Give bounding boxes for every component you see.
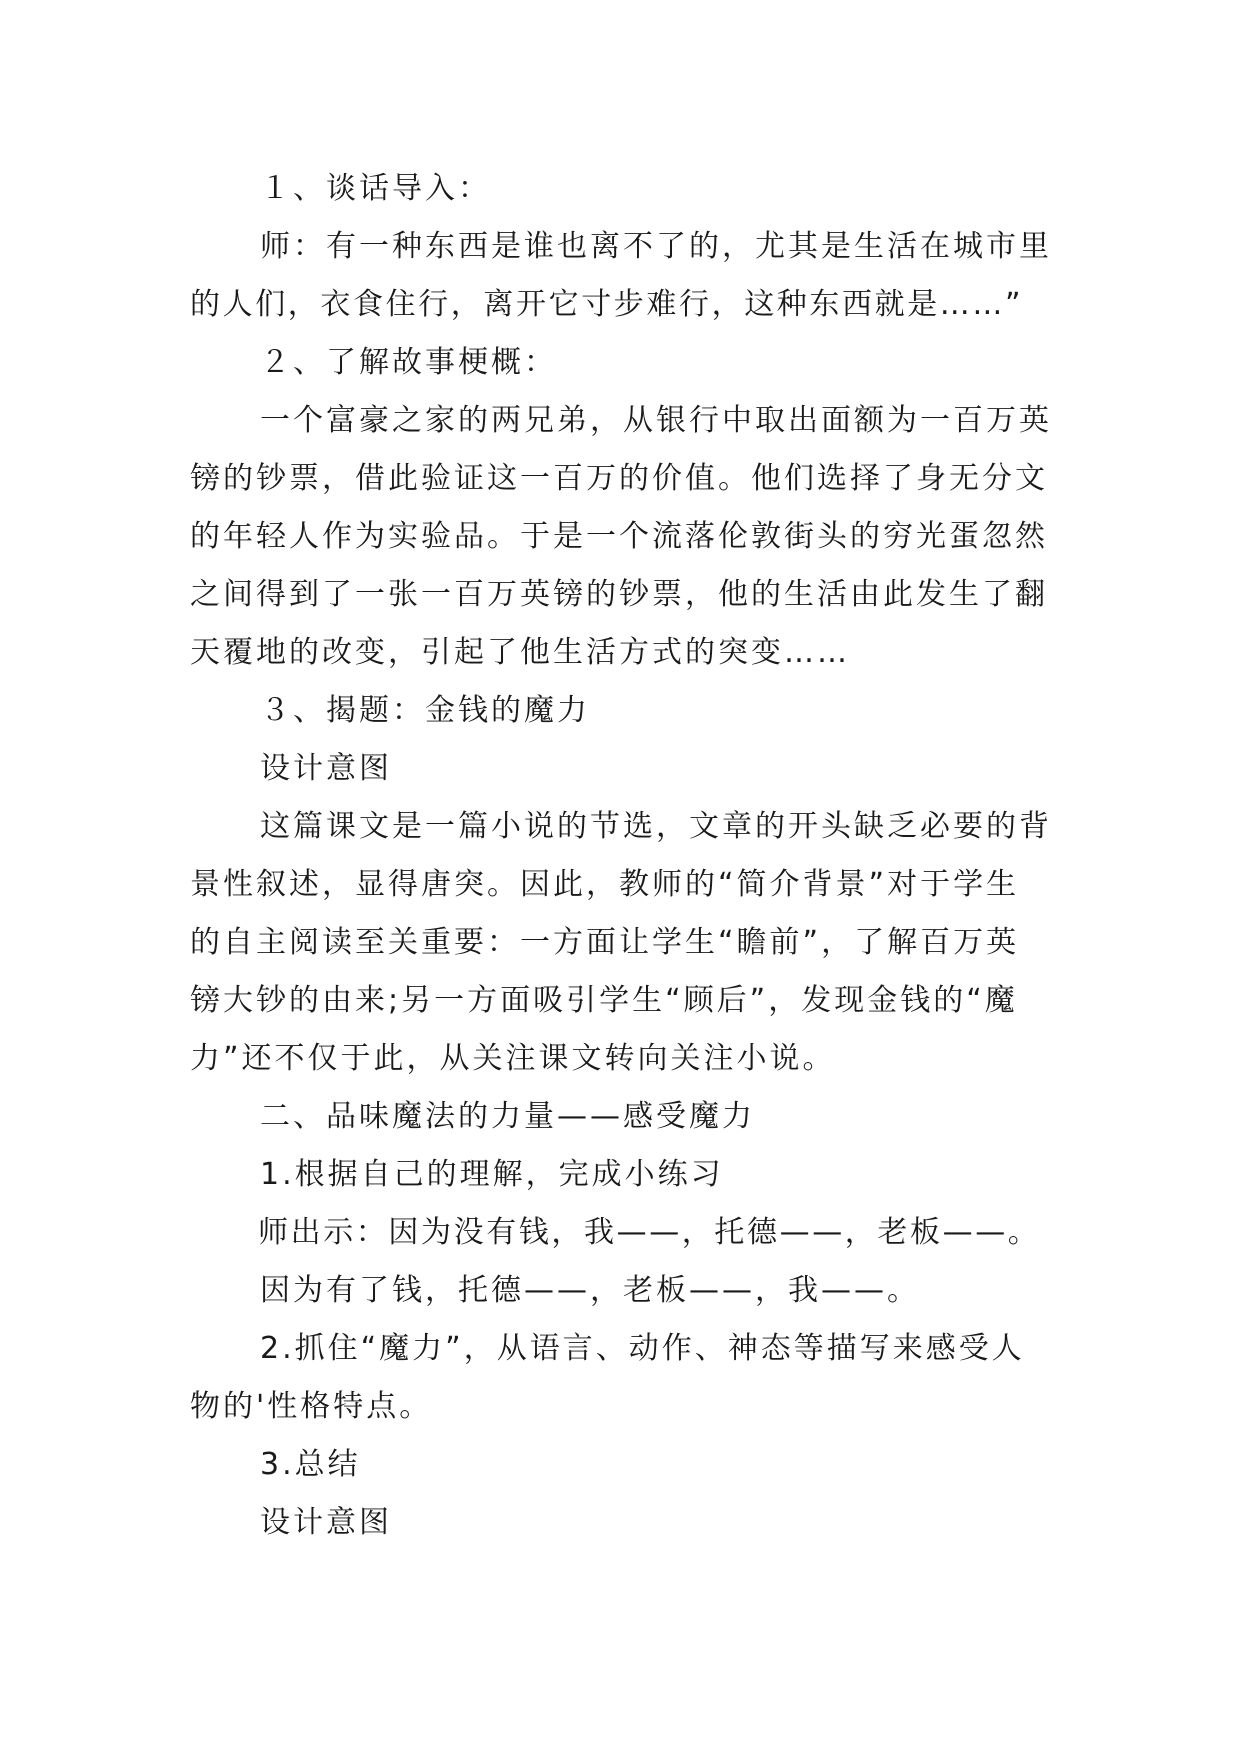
paragraph-line: 的自主阅读至关重要：一方面让学生“瞻前”，了解百万英 [190, 925, 1020, 960]
paragraph-line: 镑的钞票，借此验证这一百万的价值。他们选择了身无分文 [190, 461, 1048, 496]
section-heading-topic: ３、揭题：金钱的魔力 [260, 693, 590, 728]
paragraph-line: 的人们，衣食住行，离开它寸步难行，这种东西就是……” [190, 287, 1024, 322]
document-body [190, 160, 1070, 1552]
paragraph-line: 天覆地的改变，引起了他生活方式的突变…… [190, 635, 850, 670]
section-heading-intro: １、谈话导入： [260, 171, 491, 206]
paragraph-line: 因为有了钱，托德——，老板——，我——。 [260, 1273, 920, 1308]
section-heading-story: ２、了解故事梗概： [260, 345, 557, 380]
paragraph-line: 镑大钞的由来;另一方面吸引学生“顾后”，发现金钱的“魔 [190, 983, 1018, 1018]
paragraph-line: 物的'性格特点。 [190, 1389, 433, 1424]
paragraph-line: 这篇课文是一篇小说的节选，文章的开头缺乏必要的背 [260, 809, 1052, 844]
paragraph-line: 景性叙述，显得唐突。因此，教师的“简介背景”对于学生 [190, 867, 1020, 902]
list-item: 2.抓住“魔力”，从语言、动作、神态等描写来感受人 [260, 1331, 1025, 1366]
paragraph-line: 师出示：因为没有钱，我——，托德——，老板——。 [258, 1215, 1041, 1250]
paragraph-line: 之间得到了一张一百万英镑的钞票，他的生活由此发生了翻 [190, 577, 1048, 612]
paragraph-line: 的年轻人作为实验品。于是一个流落伦敦街头的穷光蛋忽然 [190, 519, 1048, 554]
paragraph-line: 力”还不仅于此，从关注课文转向关注小说。 [190, 1041, 836, 1076]
design-intent-heading: 设计意图 [260, 751, 392, 786]
design-intent-heading: 设计意图 [260, 1505, 392, 1540]
list-item: 3.总结 [260, 1447, 361, 1482]
list-item: 1.根据自己的理解，完成小练习 [260, 1157, 724, 1192]
paragraph-line: 师：有一种东西是谁也离不了的，尤其是生活在城市里 [260, 229, 1052, 264]
paragraph-line: 一个富豪之家的两兄弟，从银行中取出面额为一百万英 [260, 403, 1052, 438]
section-heading-savor: 二、品味魔法的力量——感受魔力 [260, 1099, 755, 1134]
